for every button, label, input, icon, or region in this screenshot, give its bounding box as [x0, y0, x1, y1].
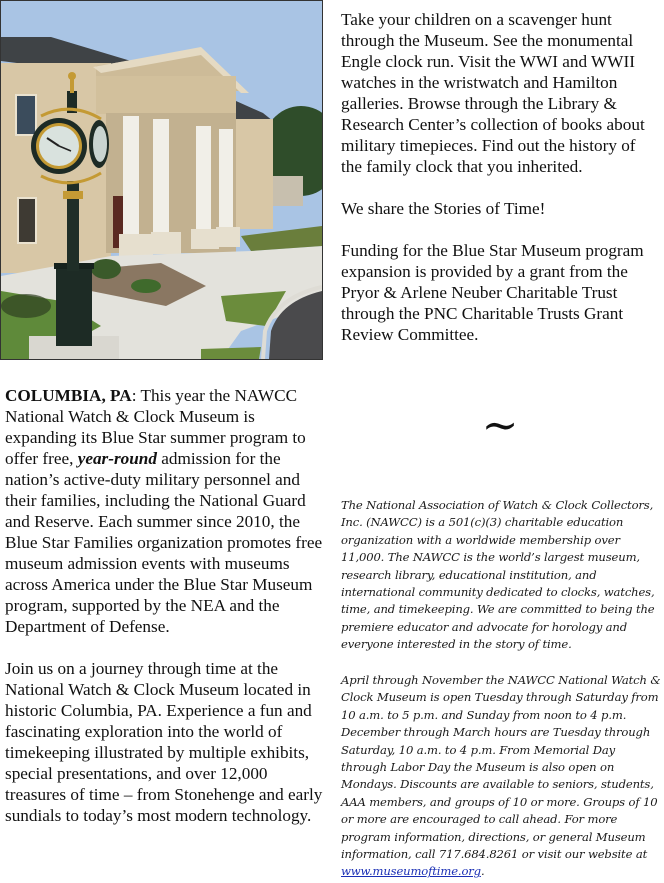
tagline: We share the Stories of Time!: [341, 199, 546, 218]
about-nawcc-paragraph: The National Association of Watch & Clock Collectors, Inc. (NAWCC) is a 501(c)(3) charitable education organization with a worldwide membership over 11,000. The NAWCC is the world’s largest museum, research library, educational institution, and international community dedicated to clocks, watches, time, and timekeeping. We are committed to being the premiere educator and advocate for horology and everyone interested in the story of time.: [341, 498, 655, 652]
tilde-divider: ~: [481, 400, 519, 451]
journey-paragraph: Join us on a journey through time at the National Watch & Clock Museum located in historic Columbia, PA. Experience a fun and fascinating exploration into the world of timekeeping illustrated by multiple exhibits, special presentations, and over 12,000 treasures of time – from Stonehenge and early sundials to today’s most modern technology.: [5, 659, 323, 825]
hours-trailing: .: [480, 864, 485, 879]
intro-paragraph: [5, 385, 327, 637]
website-link[interactable]: www.museumoftime.org: [341, 864, 481, 879]
scavenger-hunt-paragraph: Take your children on a scavenger hunt through the Museum. See the monumental Engle clock run. Visit the WWI and WWII watches in the wristwatch and Hamilton galleries. Browse through the Library & Research Center’s collection of books about military timepieces. Find out the history of the family clock that you inherited.: [341, 10, 645, 176]
dateline: COLUMBIA, PA: [5, 386, 132, 405]
museum-hours-paragraph: [341, 672, 661, 881]
museum-photo: [0, 0, 323, 360]
press-release-body: [5, 385, 327, 847]
year-round-emphasis: year-round: [77, 449, 157, 468]
scavenger-hunt-section: [341, 9, 659, 366]
funding-paragraph: Funding for the Blue Star Museum program expansion is provided by a grant from the Pryor & Arlene Neuber Charitable Trust through the PNC Charitable Trusts Grant Review Committee.: [341, 241, 644, 344]
museum-building-image: [1, 1, 322, 359]
intro-text-part1: : This year the NAWCC National Watch & Clock Museum is expanding its Blue Star summer program to offer free,: [5, 386, 306, 468]
intro-text-part2: admission for the nation’s active-duty military personnel and their families, including the National Guard and Reserve. Each summer since 2010, the Blue Star Families organization promotes free museum admission events with museums across America under the Blue Star Museum program, supported by the NEA and the Department of Defense.: [5, 449, 323, 636]
hours-text: April through November the NAWCC National Watch & Clock Museum is open Tuesday through Saturday from 10 a.m. to 5 p.m. and Sunday from noon to 4 p.m. December through March hours are Tuesday through Saturday, 10 a.m. to 4 p.m. From Memorial Day through Labor Day the Museum is also open on Mondays. Discounts are available to seniors, students, AAA members, and groups of 10 or more. Groups of 10 or more are encouraged to call ahead. For more program information, directions, or general Museum information, call 717.684.8261 or visit our website at: [341, 673, 661, 862]
